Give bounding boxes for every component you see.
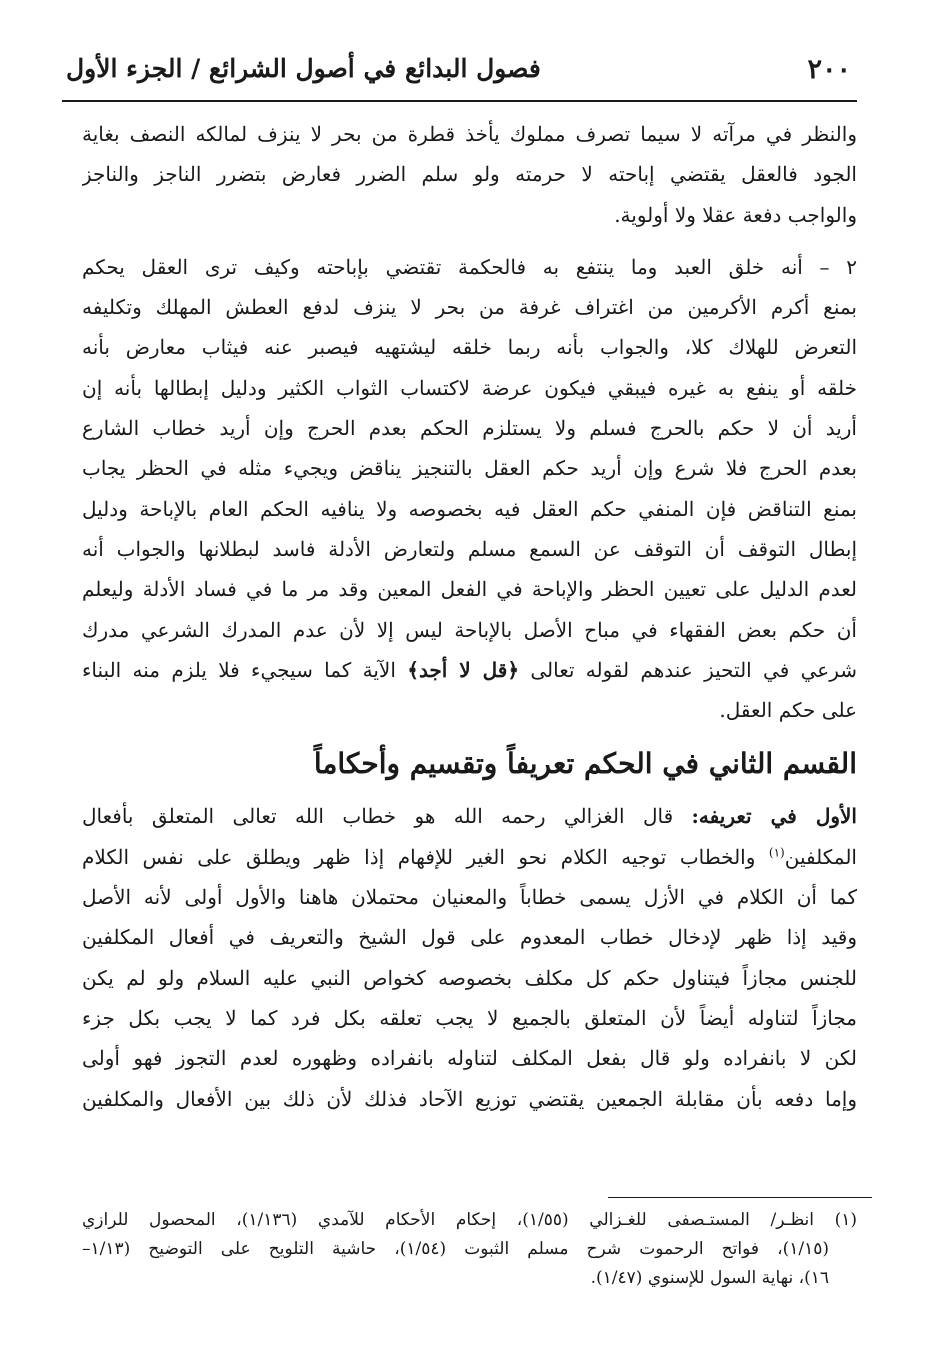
text-line: والنظر في مرآته لا سيما تصرف مملوك يأخذ قطرة من بحر لا ينزف لمالكه النصف بغاية [82, 122, 857, 146]
quran-quote: ﴿قل لا أجد﴾ [407, 657, 520, 682]
text-segment: والخطاب توجيه الكلام نحو الغير للإفهام إذا ظهر ويطلق على نفس الكلام [82, 844, 769, 869]
paragraph [82, 114, 857, 235]
subsection-lead: الأول في تعريفه: [691, 804, 857, 829]
paragraph [82, 247, 857, 731]
text-line: بمنع التناقض فإن المنفي حكم العقل فيه بخصوصه ولا ينافيه الحكم العام بالإباحة ودليل [82, 496, 857, 521]
text-segment: شرعي في التحيز عندهم لقوله تعالى [519, 657, 857, 682]
text-line: وإما دفعه بأن مقابلة الجمعين يقتضي توزيع الآحاد فذلك لأن ذلك بين الأفعال والمكلفين [82, 1086, 857, 1111]
text-segment: قال الغزالي رحمه الله هو خطاب الله تعالى المتعلق بأفعال [82, 804, 692, 829]
running-title: فصول البدائع في أصول الشرائع / الجزء الأول [66, 54, 541, 83]
text-line-with-quote [82, 650, 857, 690]
text-line: بعدم الحرج فلا شرع وإن أريد حكم العقل بالتنجيز يناقض ويجيء مثله في الحظر يجاب [82, 456, 857, 481]
text-line: وقيد إذا ظهر لإدخال خطاب المعدوم على قول الشيخ والتعريف في أفعال المكلفين [82, 925, 857, 950]
text-line: الجود فالعقل يقتضي إباحته لا حرمته ولو سلم الضرر فعارض بتضرر الناجز والناجز [82, 162, 857, 187]
text-line: لعدم الدليل على تعيين الحظر والإباحة في الفعل المعين وقد مر ما في فساد الأدلة وليعلم [82, 577, 857, 602]
text-line: للجنس مجازاً فيتناول حكم كل مكلف بخصوصه كخواص النبي عليه السلام ولو لم يكن [82, 965, 857, 990]
text-line: والواجب دفعة عقلا ولا أولوية. [614, 202, 857, 227]
text-line: على حكم العقل. [719, 698, 857, 723]
text-line [82, 837, 857, 877]
text-line [82, 796, 857, 836]
footnote-reference[interactable]: (١) [768, 845, 785, 860]
footnote-line: ١٦)، نهاية السول للإسنوي (١/٤٧). [590, 1268, 829, 1288]
text-segment: المكلفين [784, 844, 857, 869]
paragraph [82, 796, 857, 1118]
footnotes [82, 1206, 857, 1293]
text-segment: الآية كما سيجيء فلا يلزم منه البناء [82, 657, 408, 682]
text-line: إبطال التوقف أن التوقف عن السمع مسلم ولتعارض الأدلة فاسد لبطلانها والجواب أنه [82, 536, 857, 561]
text-line: التعرض للهلاك كلا، والجواب بأنه ربما خلقه ليشتهيه فيصبر عنه فيثاب معارض بأنه [82, 335, 857, 360]
page-number: ٢٠٠ [807, 54, 851, 85]
section-heading: القسم الثاني في الحكم تعريفاً وتقسيم وأحكاماً [313, 747, 857, 781]
text-line: خلقه أو ينفع به غيره فيبقي فيكون عرضة لاكتساب الثواب الكثير ودليل إبطالها بأنه إن [82, 375, 857, 400]
footnote-line: (١) انظـر/ المستـصفى للغـزالي (١/٥٥)، إحكام الأحكام للآمدي (١/١٣٦)، المحصول للرازي [82, 1210, 857, 1230]
page-header [62, 48, 857, 102]
text-line: مجازاً لتناوله أيضاً لأن المتعلق بالجميع لا يجب تعلقه بكل فرد كما لا يجب بكل جزء [82, 1005, 857, 1030]
text-line: أريد أن لا حكم بالحرج فسلم ولا يستلزم الحكم بعدم الحرج وإن أريد خطاب الشارع [82, 416, 857, 441]
footnote-line: (١/١٥)، فواتح الرحموت شرح مسلم الثبوت (١/٥٤)، حاشية التلويح على التوضيح (١/١٣– [82, 1239, 829, 1259]
text-line: أن حكم بعض الفقهاء في مباح الأصل بالإباحة ليس إلا لأن عدم المدرك الشرعي مدرك [82, 617, 857, 642]
text-line: لكن لا بانفراده ولو قال بفعل المكلف لتناوله بانفراده وظهوره لعدم التجوز فهو أولى [82, 1046, 857, 1071]
main-text [82, 114, 857, 1119]
footnote-divider [608, 1197, 872, 1198]
text-line: بمنع أكرم الأكرمين من اغتراف غرفة من بحر لا ينزف لدفع العطش المهلك وتكليفه [82, 295, 857, 320]
text-line: كما أن الكلام في الأزل يسمى خطاباً والمعنيان محتملان هاهنا والأول أولى لأنه الأصل [82, 885, 857, 910]
text-line: ٢ – أنه خلق العبد وما ينتفع به فالحكمة تقتضي بإباحته وكيف ترى العقل يحكم [82, 254, 857, 279]
